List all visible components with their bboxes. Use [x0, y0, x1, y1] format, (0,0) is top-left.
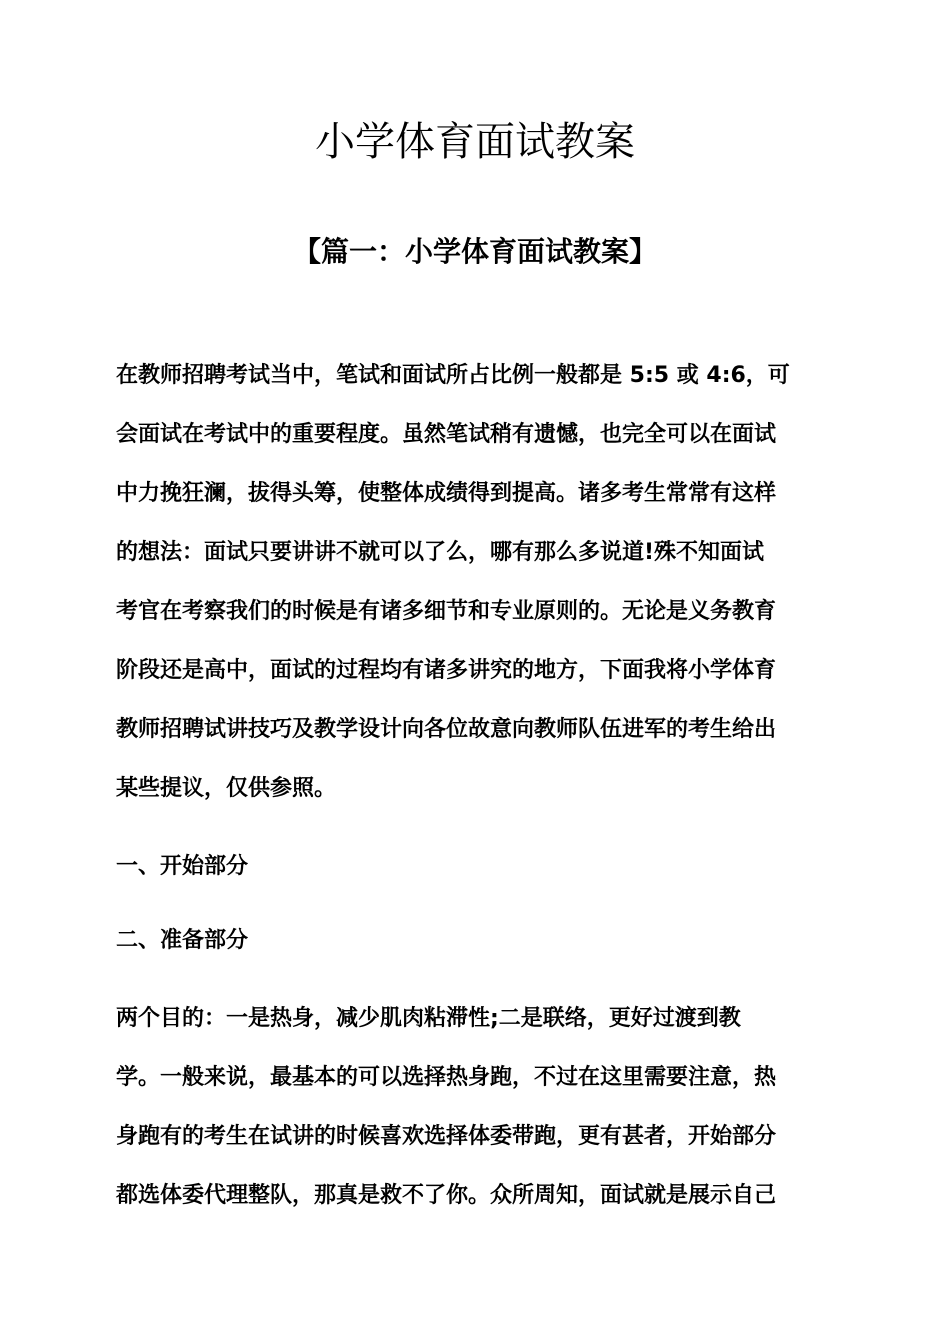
document-title: 小学体育面试教案 [315, 119, 635, 165]
section-heading-start: 一、开始部分 [116, 854, 249, 879]
paragraph-line: 教师招聘试讲技巧及教学设计向各位故意向教师队伍进军的考生给出 [116, 717, 777, 742]
paragraph-line: 中力挽狂澜，拔得头筹，使整体成绩得到提高。诸多考生常常有这样 [116, 481, 777, 506]
paragraph-line: 两个目的：一是热身，减少肌肉粘滞性;二是联络，更好过渡到教 [116, 1006, 741, 1031]
paragraph-line: 的想法：面试只要讲讲不就可以了么，哪有那么多说道!殊不知面试 [116, 540, 765, 565]
paragraph-line: 在教师招聘考试当中，笔试和面试所占比例一般都是 5:5 或 4:6，可 [116, 363, 790, 388]
paragraph-line: 考官在考察我们的时候是有诸多细节和专业原则的。无论是义务教育 [116, 599, 777, 624]
paragraph-line: 都选体委代理整队，那真是救不了你。众所周知，面试就是展示自己 [116, 1183, 777, 1208]
paragraph-line: 某些提议，仅供参照。 [116, 776, 337, 801]
paragraph-line: 会面试在考试中的重要程度。虽然笔试稍有遗憾，也完全可以在面试 [116, 422, 777, 447]
section-heading-prepare: 二、准备部分 [116, 928, 249, 953]
paragraph-line: 学。一般来说，最基本的可以选择热身跑，不过在这里需要注意，热 [116, 1065, 777, 1090]
paragraph-line: 身跑有的考生在试讲的时候喜欢选择体委带跑，更有甚者，开始部分 [116, 1124, 777, 1149]
document-subtitle: 【篇一：小学体育面试教案】 [292, 235, 657, 268]
paragraph-line: 阶段还是高中，面试的过程均有诸多讲究的地方，下面我将小学体育 [116, 658, 777, 683]
